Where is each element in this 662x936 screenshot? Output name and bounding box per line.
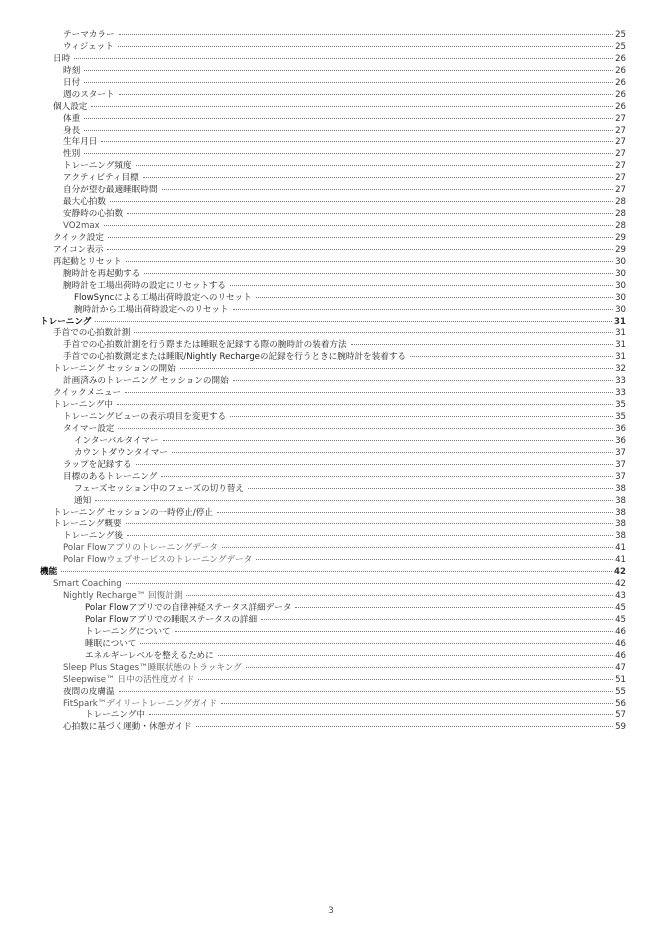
- toc-entry[interactable]: [40, 281, 626, 293]
- dot-leader: [143, 177, 613, 178]
- toc-entry-title[interactable]: 生年月日: [63, 137, 98, 148]
- dot-leader: [84, 130, 613, 131]
- toc-entry-title[interactable]: トレーニング中: [85, 710, 145, 721]
- toc-entry-title[interactable]: Polar Flowアプリでの睡眠ステータスの詳細: [85, 614, 258, 625]
- dot-leader: [108, 237, 613, 238]
- dot-leader: [119, 34, 613, 35]
- toc-entry[interactable]: [40, 293, 626, 305]
- dot-leader: [104, 225, 613, 226]
- page-number: 3: [328, 906, 334, 916]
- toc-entry-page[interactable]: 41: [615, 543, 626, 554]
- toc-entry[interactable]: [40, 651, 626, 663]
- toc-entry-title[interactable]: トレーニング: [40, 316, 92, 327]
- toc-entry-page[interactable]: 38: [615, 519, 626, 530]
- toc-entry[interactable]: [40, 567, 626, 579]
- dot-leader: [84, 70, 613, 71]
- dot-leader: [84, 82, 613, 83]
- toc-entry-title[interactable]: エネルギーレベルを整えるために: [85, 650, 214, 661]
- toc-entry-title[interactable]: 計画済みのトレーニング セッションの開始: [63, 376, 229, 387]
- toc-entry[interactable]: [40, 114, 626, 126]
- toc-entry-page[interactable]: 26: [615, 89, 626, 100]
- toc-entry-title[interactable]: 個人設定: [53, 101, 88, 112]
- toc-entry[interactable]: [40, 209, 626, 221]
- toc-entry[interactable]: [40, 591, 626, 603]
- dot-leader: [95, 321, 612, 322]
- toc-entry[interactable]: [40, 269, 626, 281]
- toc-entry[interactable]: [40, 710, 626, 722]
- toc-entry[interactable]: [40, 436, 626, 448]
- toc-entry-page[interactable]: 45: [615, 603, 626, 613]
- dot-leader: [125, 392, 613, 393]
- dot-leader: [84, 118, 613, 119]
- dot-leader: [136, 165, 613, 166]
- toc-entry-title[interactable]: Smart Coaching: [53, 579, 122, 590]
- toc-entry-page[interactable]: 30: [615, 292, 626, 303]
- dot-leader: [351, 344, 613, 345]
- toc-entry[interactable]: [40, 472, 626, 484]
- dot-leader: [198, 679, 613, 680]
- toc-entry-title[interactable]: Polar Flowアプリのトレーニングデータ: [63, 543, 218, 554]
- toc-entry-page[interactable]: 27: [615, 185, 626, 196]
- toc-entry[interactable]: [40, 364, 626, 376]
- toc-entry-title[interactable]: 最大心拍数: [63, 197, 106, 208]
- toc-entry-title[interactable]: 日付: [63, 77, 81, 88]
- toc-entry[interactable]: [40, 376, 626, 388]
- toc-entry[interactable]: [40, 66, 626, 78]
- toc-entry-page[interactable]: 36: [615, 423, 626, 434]
- toc-entry-page[interactable]: 33: [615, 388, 626, 399]
- dot-leader: [222, 547, 613, 548]
- toc-entry[interactable]: [40, 245, 626, 257]
- dot-leader: [126, 523, 613, 524]
- dot-leader: [127, 213, 613, 214]
- toc-entry-title[interactable]: Sleep Plus Stages™睡眠状態のトラッキング: [63, 662, 242, 673]
- toc-entry[interactable]: [40, 78, 626, 90]
- toc-entry-page[interactable]: 37: [615, 471, 626, 482]
- toc-entry-title[interactable]: 腕時計から工場出荷時設定へのリセット: [74, 304, 229, 315]
- toc-entry-page[interactable]: 27: [615, 149, 626, 160]
- toc-entry-page[interactable]: 47: [615, 662, 626, 673]
- toc-entry[interactable]: [40, 555, 626, 567]
- toc-entry-title[interactable]: トレーニング頻度: [63, 161, 132, 172]
- toc-entry-page[interactable]: 30: [615, 268, 626, 279]
- toc-entry-page[interactable]: 42: [614, 567, 626, 578]
- toc-entry-page[interactable]: 35: [615, 400, 626, 411]
- toc-entry-title[interactable]: 身長: [63, 125, 81, 136]
- toc-entry[interactable]: [40, 400, 626, 412]
- toc-entry-page[interactable]: 31: [614, 316, 626, 327]
- dot-leader: [196, 726, 613, 727]
- dot-leader: [101, 141, 613, 142]
- toc-entry-title[interactable]: Sleepwise™ 日中の活性度ガイド: [63, 674, 195, 685]
- toc-entry-page[interactable]: 37: [615, 459, 626, 470]
- toc-entry-title[interactable]: 性別: [63, 149, 81, 160]
- toc-entry[interactable]: [40, 687, 626, 699]
- toc-entry-page[interactable]: 27: [615, 113, 626, 124]
- toc-entry-title[interactable]: アクティビティ目標: [63, 173, 139, 184]
- dot-leader: [91, 106, 613, 107]
- toc-entry-page[interactable]: 45: [615, 614, 626, 625]
- toc-entry-page[interactable]: 33: [615, 376, 626, 387]
- toc-entry[interactable]: [40, 543, 626, 555]
- toc-entry[interactable]: [40, 102, 626, 114]
- toc-entry-title[interactable]: Nightly Recharge™ 回復計測: [63, 591, 183, 602]
- dot-leader: [162, 189, 614, 190]
- toc-entry-title[interactable]: トレーニングビューの表示項目を変更する: [63, 412, 227, 422]
- dot-leader: [172, 452, 613, 453]
- dot-leader: [161, 476, 613, 477]
- dot-leader: [233, 309, 613, 310]
- toc-entry-title[interactable]: 目標のあるトレーニング: [63, 471, 158, 482]
- toc-entry-page[interactable]: 51: [615, 674, 626, 685]
- toc-entry[interactable]: [40, 257, 626, 269]
- toc-entry-page[interactable]: 46: [615, 626, 626, 637]
- toc-entry-title[interactable]: テーマカラー: [63, 30, 115, 40]
- toc-entry-page[interactable]: 30: [615, 280, 626, 291]
- toc-entry[interactable]: [40, 508, 626, 520]
- toc-entry[interactable]: [40, 233, 626, 245]
- toc-entry[interactable]: [40, 42, 626, 54]
- toc-entry-title[interactable]: 腕時計を再起動する: [63, 268, 141, 279]
- toc-entry-page[interactable]: 27: [615, 137, 626, 148]
- toc-entry-page[interactable]: 43: [615, 591, 626, 602]
- toc-entry[interactable]: [40, 340, 626, 352]
- toc-entry[interactable]: [40, 699, 626, 711]
- toc-entry-title[interactable]: 手首での心拍数測定または睡眠/Nightly Rechargeの記録を行うときに腕時計を装着する: [63, 352, 407, 363]
- dot-leader: [144, 273, 613, 274]
- toc-entry-page[interactable]: 36: [615, 435, 626, 446]
- toc-entry-title[interactable]: 週のスタート: [63, 89, 115, 100]
- toc-entry-title[interactable]: クイック設定: [53, 232, 104, 243]
- dot-leader: [248, 488, 613, 489]
- toc-entry-title[interactable]: FitSpark™デイリートレーニングガイド: [63, 698, 218, 709]
- toc-entry-title[interactable]: 機能: [40, 567, 58, 578]
- toc-entry-page[interactable]: 29: [615, 244, 626, 255]
- toc-entry-title[interactable]: ラップを記録する: [63, 459, 132, 470]
- dot-leader: [295, 607, 613, 608]
- toc-entry[interactable]: [40, 173, 626, 185]
- toc-entry[interactable]: [40, 328, 626, 340]
- toc-entry-page[interactable]: 55: [615, 686, 626, 697]
- dot-leader: [230, 285, 613, 286]
- toc-entry[interactable]: [40, 722, 626, 734]
- toc-entry[interactable]: [40, 388, 626, 400]
- toc-entry[interactable]: [40, 424, 626, 436]
- toc-entry-page[interactable]: 28: [615, 197, 626, 208]
- toc-entry[interactable]: [40, 90, 626, 102]
- toc-entry-page[interactable]: 56: [615, 698, 626, 709]
- toc-entry-page[interactable]: 27: [615, 125, 626, 136]
- toc-entry-page[interactable]: 26: [615, 101, 626, 112]
- dot-leader: [107, 249, 613, 250]
- toc-entry-page[interactable]: 31: [615, 352, 626, 363]
- dot-leader: [175, 631, 613, 632]
- toc-entry[interactable]: [40, 185, 626, 197]
- toc-entry-page[interactable]: 30: [615, 304, 626, 315]
- toc-entry-page[interactable]: 46: [615, 638, 626, 649]
- toc-entry-title[interactable]: タイマー設定: [63, 423, 115, 434]
- toc-entry-page[interactable]: 26: [615, 77, 626, 88]
- toc-entry-page[interactable]: 26: [615, 53, 626, 64]
- dot-leader: [74, 58, 613, 59]
- toc-entry-title[interactable]: トレーニング概要: [53, 519, 122, 530]
- toc-entry-title[interactable]: フェーズセッション中のフェーズの切り替え: [74, 483, 244, 494]
- dot-leader: [233, 380, 613, 381]
- toc-entry-title[interactable]: アイコン表示: [53, 244, 104, 255]
- dot-leader: [126, 261, 613, 262]
- table-of-contents: [40, 30, 626, 734]
- dot-leader: [163, 440, 613, 441]
- dot-leader: [186, 595, 613, 596]
- toc-entry-title[interactable]: トレーニングについて: [85, 626, 171, 637]
- toc-entry[interactable]: [40, 615, 626, 627]
- toc-entry-page[interactable]: 32: [615, 364, 626, 375]
- toc-entry[interactable]: [40, 126, 626, 138]
- toc-entry-title[interactable]: インターバルタイマー: [74, 435, 159, 446]
- toc-entry-page[interactable]: 28: [615, 221, 626, 231]
- toc-entry-page[interactable]: 35: [615, 412, 626, 422]
- toc-entry-title[interactable]: トレーニング セッションの開始: [53, 364, 176, 375]
- toc-entry-title[interactable]: トレーニング後: [63, 531, 123, 542]
- toc-entry-title[interactable]: 夜間の皮膚温: [63, 686, 115, 697]
- toc-entry-page[interactable]: 38: [615, 507, 626, 518]
- toc-entry-page[interactable]: 41: [615, 555, 626, 566]
- dot-leader: [230, 416, 613, 417]
- toc-entry-page[interactable]: 25: [615, 30, 626, 40]
- toc-entry[interactable]: [40, 579, 626, 591]
- dot-leader: [410, 356, 613, 357]
- toc-entry-page[interactable]: 29: [615, 232, 626, 243]
- toc-entry-title[interactable]: トレーニング セッションの一時停止/停止: [53, 507, 213, 518]
- toc-entry[interactable]: [40, 627, 626, 639]
- dot-leader: [117, 404, 613, 405]
- toc-entry-page[interactable]: 30: [615, 256, 626, 267]
- toc-entry[interactable]: [40, 663, 626, 675]
- toc-entry[interactable]: [40, 54, 626, 66]
- toc-entry-page[interactable]: 28: [615, 209, 626, 220]
- toc-entry-title[interactable]: 睡眠について: [85, 638, 137, 649]
- toc-entry-page[interactable]: 57: [615, 710, 626, 721]
- toc-entry-page[interactable]: 27: [615, 173, 626, 184]
- toc-entry[interactable]: [40, 448, 626, 460]
- toc-entry-title[interactable]: クイックメニュー: [53, 388, 122, 399]
- toc-entry-page[interactable]: 25: [615, 41, 626, 52]
- toc-entry[interactable]: [40, 221, 626, 233]
- dot-leader: [180, 368, 613, 369]
- toc-entry[interactable]: [40, 412, 626, 424]
- dot-leader: [95, 500, 613, 501]
- toc-entry[interactable]: [40, 305, 626, 317]
- toc-entry[interactable]: [40, 197, 626, 209]
- toc-entry-page[interactable]: 46: [615, 650, 626, 661]
- toc-entry[interactable]: [40, 603, 626, 615]
- toc-entry-title[interactable]: Polar Flowアプリでの自律神経ステータス詳細データ: [85, 603, 292, 613]
- dot-leader: [149, 714, 613, 715]
- dot-leader: [140, 643, 613, 644]
- toc-entry-page[interactable]: 42: [615, 579, 626, 590]
- toc-entry-title[interactable]: FlowSyncによる工場出荷時設定へのリセット: [74, 292, 252, 303]
- toc-entry[interactable]: [40, 137, 626, 149]
- toc-entry[interactable]: [40, 352, 626, 364]
- toc-entry-title[interactable]: Polar Flowウェブサービスのトレーニングデータ: [63, 555, 253, 566]
- toc-entry[interactable]: [40, 531, 626, 543]
- dot-leader: [221, 703, 613, 704]
- toc-entry-title[interactable]: ウィジェット: [63, 41, 114, 52]
- toc-entry[interactable]: [40, 149, 626, 161]
- toc-entry-title[interactable]: 自分が望む最適睡眠時間: [63, 185, 158, 196]
- toc-entry-page[interactable]: 31: [615, 340, 626, 351]
- dot-leader: [246, 667, 613, 668]
- toc-entry-title[interactable]: 手首での心拍数計測: [53, 328, 131, 339]
- dot-leader: [119, 94, 613, 95]
- toc-entry[interactable]: [40, 161, 626, 173]
- dot-leader: [256, 559, 613, 560]
- dot-leader: [118, 428, 613, 429]
- dot-leader: [61, 571, 612, 572]
- toc-entry-page[interactable]: 38: [615, 531, 626, 542]
- toc-entry-title[interactable]: 通知: [74, 495, 92, 506]
- dot-leader: [118, 46, 613, 47]
- toc-entry[interactable]: [40, 460, 626, 472]
- toc-entry[interactable]: [40, 317, 626, 329]
- toc-entry-title[interactable]: VO2max: [63, 221, 100, 231]
- toc-entry-page[interactable]: 38: [615, 495, 626, 506]
- dot-leader: [119, 691, 613, 692]
- toc-entry-title[interactable]: 安静時の心拍数: [63, 209, 124, 220]
- toc-entry-page[interactable]: 27: [615, 161, 626, 172]
- toc-entry[interactable]: [40, 496, 626, 508]
- toc-entry-title[interactable]: 手首での心拍数計測を行う際または睡眠を記録する際の腕時計の装着方法: [63, 340, 347, 351]
- dot-leader: [261, 619, 613, 620]
- dot-leader: [110, 201, 613, 202]
- toc-entry[interactable]: [40, 30, 626, 42]
- toc-entry-title[interactable]: トレーニング中: [53, 400, 113, 411]
- toc-entry[interactable]: [40, 639, 626, 651]
- toc-entry-page[interactable]: 26: [615, 65, 626, 76]
- toc-entry-page[interactable]: 31: [615, 328, 626, 339]
- dot-leader: [126, 583, 613, 584]
- dot-leader: [127, 535, 613, 536]
- toc-entry[interactable]: [40, 519, 626, 531]
- toc-entry-title[interactable]: 再起動とリセット: [53, 256, 122, 267]
- toc-entry-title[interactable]: カウントダウンタイマー: [74, 447, 169, 458]
- dot-leader: [84, 153, 613, 154]
- toc-entry[interactable]: [40, 484, 626, 496]
- toc-entry-page[interactable]: 59: [615, 722, 626, 733]
- dot-leader: [134, 332, 613, 333]
- toc-entry-title[interactable]: 腕時計を工場出荷時の設定にリセットする: [63, 280, 226, 291]
- toc-entry-page[interactable]: 37: [615, 447, 626, 458]
- dot-leader: [136, 464, 613, 465]
- dot-leader: [256, 297, 613, 298]
- toc-entry-title[interactable]: 日時: [53, 53, 71, 64]
- toc-entry-title[interactable]: 心拍数に基づく運動・休憩ガイド: [63, 722, 192, 733]
- dot-leader: [217, 512, 613, 513]
- toc-entry[interactable]: [40, 675, 626, 687]
- dot-leader: [218, 655, 613, 656]
- toc-entry-page[interactable]: 38: [615, 483, 626, 494]
- toc-entry-title[interactable]: 体重: [63, 113, 81, 124]
- toc-entry-title[interactable]: 時刻: [63, 65, 81, 76]
